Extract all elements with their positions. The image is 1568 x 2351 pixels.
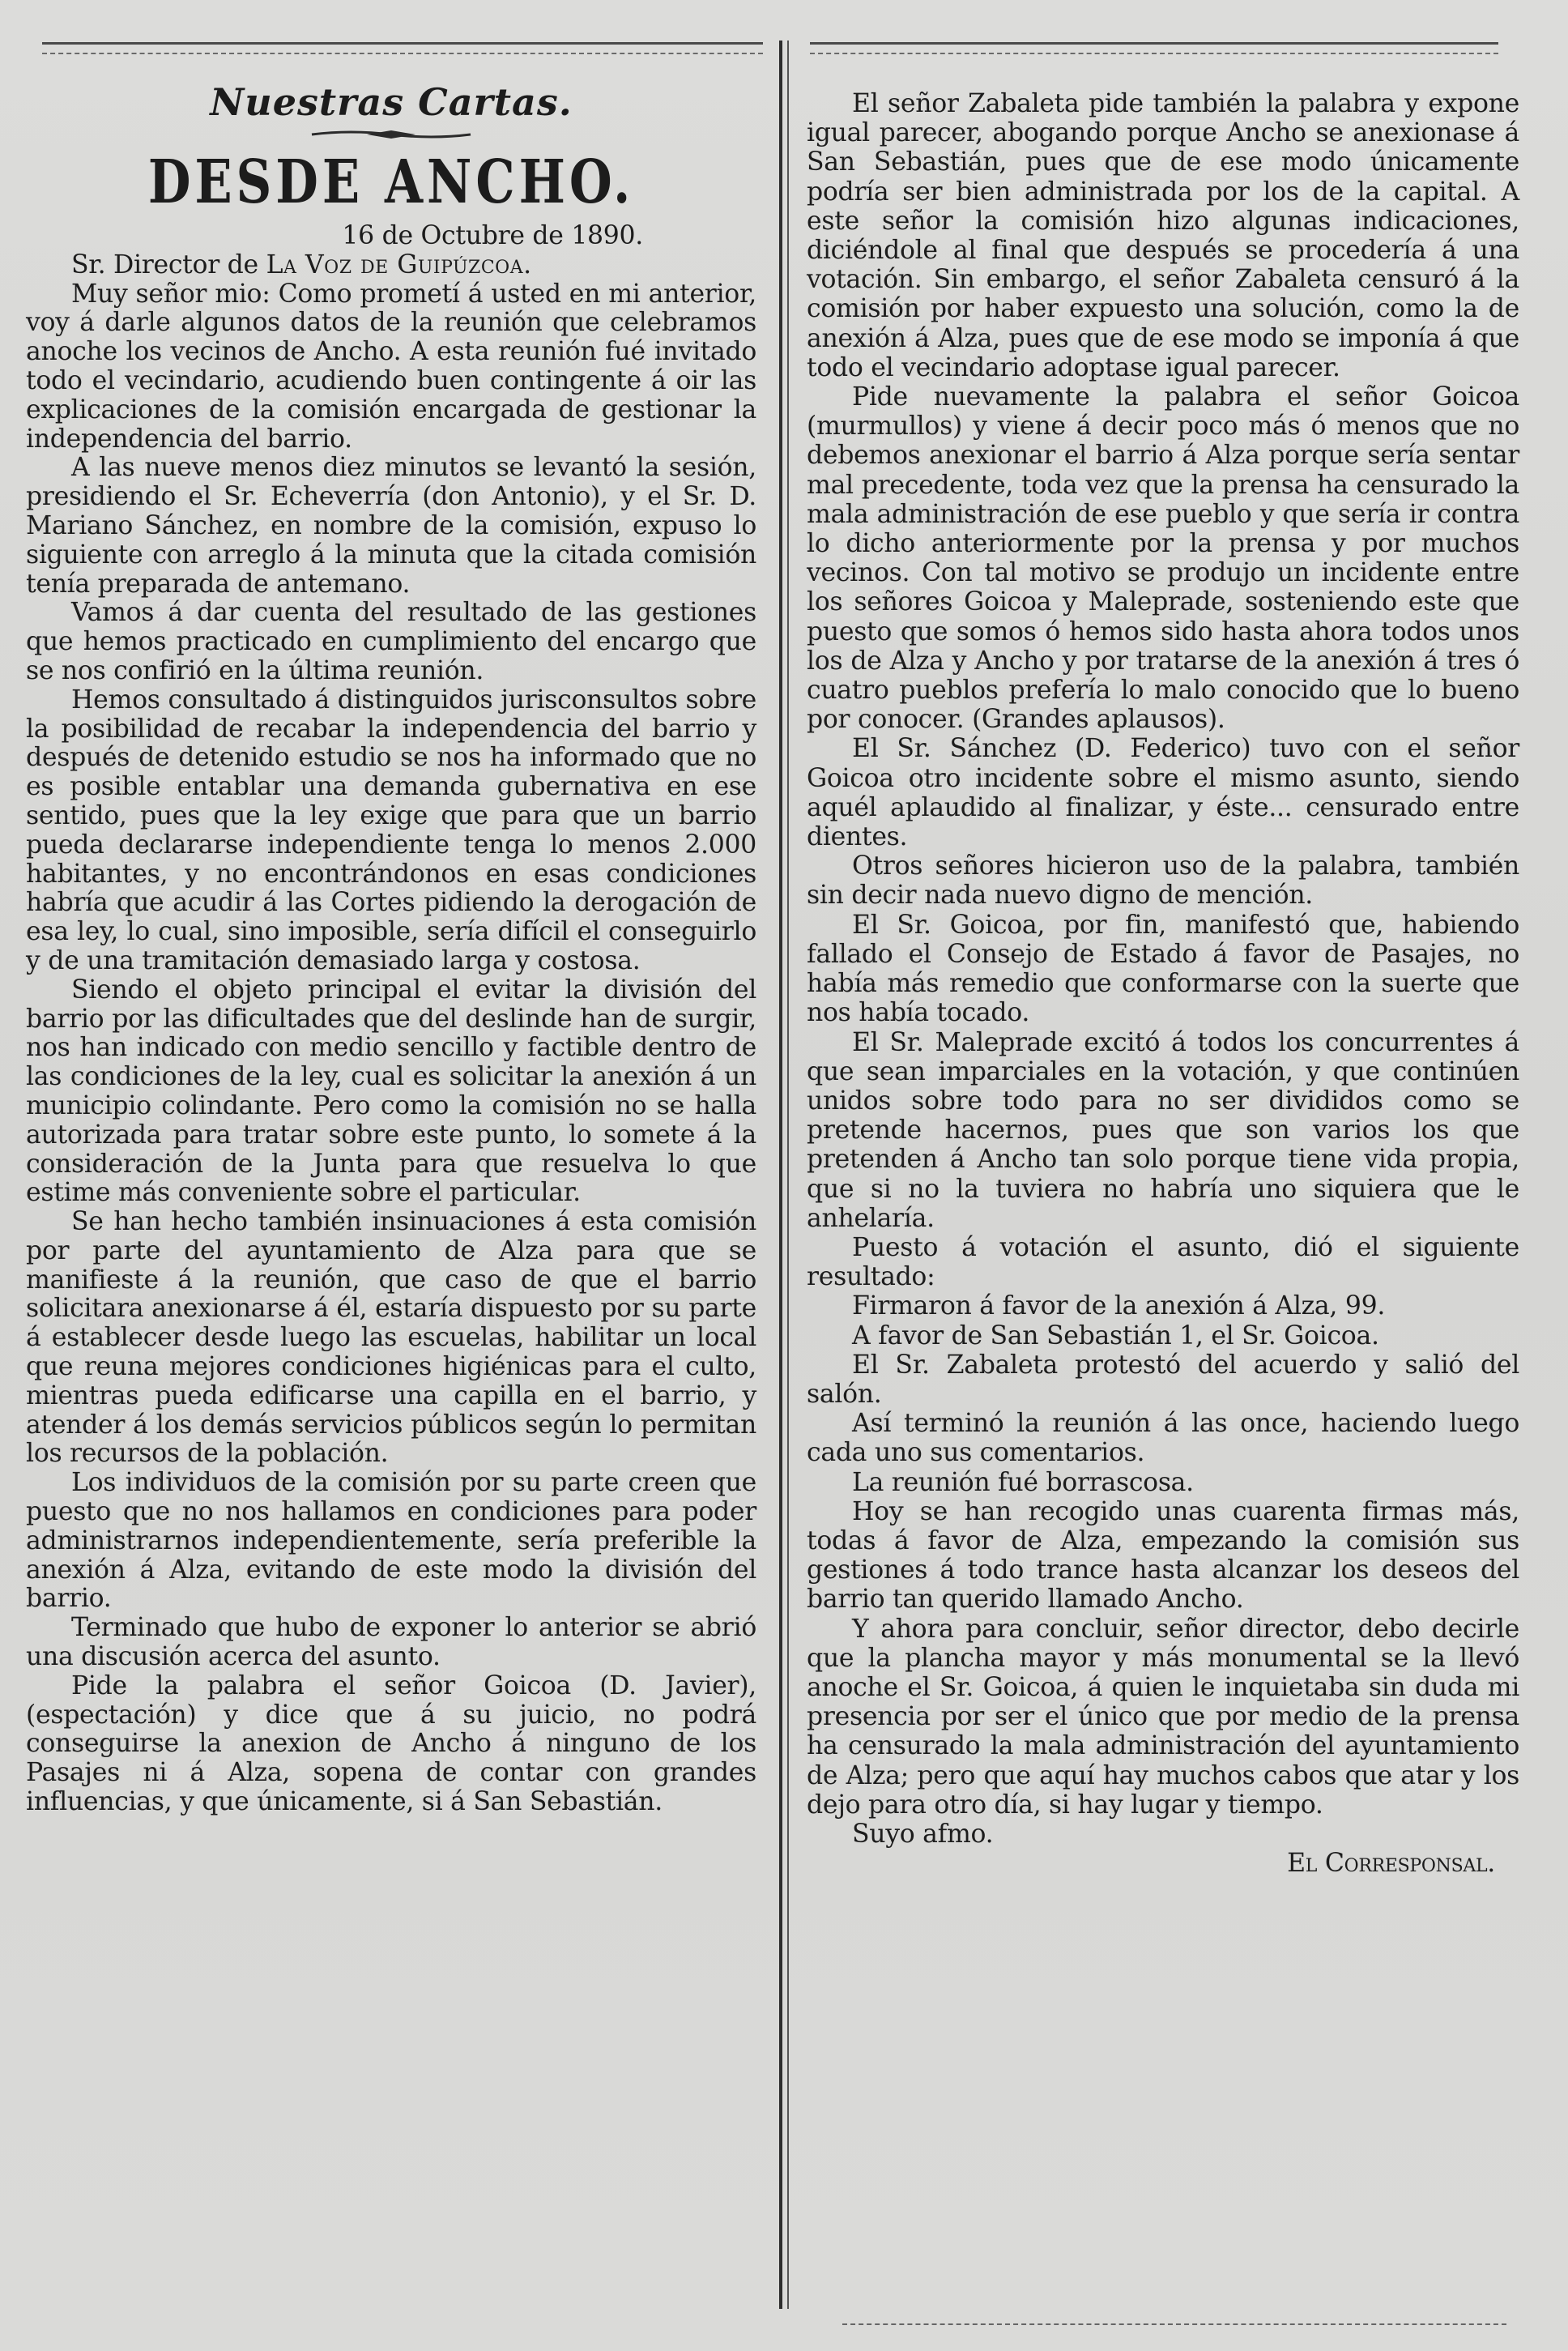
newspaper-name: La Voz de Guipúzcoa.	[266, 250, 532, 279]
left-column	[26, 78, 756, 1817]
paragraph: A las nueve menos diez minutos se levantó la sesión, presidiendo el Sr. Echeverría (don Antonio), y el Sr. D. Mariano Sánchez, en nombre de la comisión, expuso lo siguiente con arreglo á la minuta que la citada comisión tenía preparada de antemano.	[26, 453, 756, 599]
paragraph: Así terminó la reunión á las once, haciendo luego cada uno sus comentarios.	[807, 1409, 1519, 1468]
top-rule-right	[810, 42, 1498, 54]
paragraph: Siendo el objeto principal el evitar la división del barrio por las dificultades que del deslinde han de surgir, nos han indicado con medio sencillo y factible dentro de las condiciones de la ley, cual es solicitar la anexión á un municipio colindante. Pero como la comisión no se halla autorizada para tratar sobre este punto, lo somete á la consideración de la Junta para que resuelva lo que estime más conveniente sobre el particular.	[26, 975, 756, 1208]
paragraph: Vamos á dar cuenta del resultado de las gestiones que hemos practicado en cumplimiento del encargo que se nos confirió en la última reunión.	[26, 598, 756, 685]
paragraph: Pide nuevamente la palabra el señor Goicoa (murmullos) y viene á decir poco más ó menos que no debemos anexionar el barrio á Alza porque sería sentar mal precedente, toda vez que la prensa ha censurado la mala administración de ese pueblo y que sería ir contra lo dicho anteriormente por la prensa y por muchos vecinos. Con tal motivo se produjo un incidente entre los señores Goicoa y Maleprade, sosteniendo este que puesto que somos ó hemos sido hasta ahora todos unos los de Alza y Ancho y por tratarse de la anexión á tres ó cuatro pueblos prefería lo malo conocido que lo bueno por conocer. (Grandes aplausos).	[807, 382, 1519, 735]
salutation	[26, 251, 756, 280]
headline: DESDE ANCHO.	[147, 147, 635, 217]
paragraph: El Sr. Maleprade excitó á todos los concurrentes á que sean imparciales en la votación, y que continúen unidos sobre todo para no ser divididos como se pretende hacernos, pues que son varios los que pretenden á Ancho tan solo porque tiene vida propia, que si no la tuviera no habría uno siquiera que le anhelaría.	[807, 1027, 1519, 1233]
paragraph: Los individuos de la comisión por su parte creen que puesto que no nos hallamos en condiciones para poder administrarnos independientemente, sería preferible la anexión á Alza, evitando de este modo la división del barrio.	[26, 1468, 756, 1614]
left-paragraphs	[26, 280, 756, 1817]
paragraph: La reunión fué borrascosa.	[852, 1467, 1194, 1497]
paragraph: Suyo afmo.	[852, 1819, 994, 1849]
section-title: Nuestras Cartas.	[210, 80, 573, 124]
paragraph: Se han hecho también insinuaciones á esta comisión por parte del ayuntamiento de Alza para que se manifieste á la reunión, que caso de que el barrio solicitara anexionarse á él, estaría dispuesto por su parte á establecer desde luego las escuelas, habilitar un local que reuna mejores condiciones higiénicas para el culto, mientras pueda edificarse una capilla en el barrio, y atender á los demás servicios públicos según lo permitan los recursos de la población.	[26, 1207, 756, 1469]
paragraph: Terminado que hubo de exponer lo anterior se abrió una discusión acerca del asunto.	[26, 1613, 756, 1672]
paragraph: Hoy se han recogido unas cuarenta firmas más, todas á favor de Alza, empezando la comisión sus gestiones á todo trance hasta alcanzar los deseos del barrio tan querido llamado Ancho.	[807, 1496, 1519, 1615]
paragraph: Otros señores hicieron uso de la palabra, también sin decir nada nuevo digno de mención.	[807, 851, 1519, 911]
paragraph: El Sr. Sánchez (D. Federico) tuvo con el señor Goicoa otro incidente sobre el mismo asunto, siendo aquél aplaudido al finalizar, y éste... censurado entre dientes.	[807, 734, 1519, 852]
top-rule-left	[42, 42, 763, 54]
right-column	[807, 89, 1519, 1878]
paragraph: Firmaron á favor de la anexión á Alza, 99.	[852, 1291, 1386, 1321]
paragraph: A favor de San Sebastián 1, el Sr. Goicoa.	[852, 1321, 1379, 1350]
signature: El Corresponsal.	[1287, 1849, 1495, 1879]
salutation-prefix: Sr. Director de	[71, 250, 266, 279]
paragraph: Puesto á votación el asunto, dió el siguiente resultado:	[807, 1232, 1519, 1292]
flourish-ornament	[310, 128, 472, 141]
paragraph: El Sr. Zabaleta protestó del acuerdo y salió del salón.	[807, 1350, 1519, 1409]
paragraph: Muy señor mio: Como prometí á usted en mi anterior, voy á darle algunos datos de la reunión que celebramos anoche los vecinos de Ancho. A esta reunión fué invitado todo el vecindario, acudiendo buen contingente á oir las explicaciones de la comisión encargada de gestionar la independencia del barrio.	[26, 279, 756, 454]
bottom-rule	[842, 2323, 1506, 2332]
paragraph: Hemos consultado á distinguidos jurisconsultos sobre la posibilidad de recabar la independencia del barrio y después de detenido estudio se nos ha informado que no es posible entablar una demanda gubernativa en ese sentido, pues que la ley exige que para que un barrio pueda declararse independiente tenga lo menos 2.000 habitantes, y no encontrándonos en esas condiciones habría que acudir á las Cortes pidiendo la derogación de esa ley, lo cual, sino imposible, sería difícil el conseguirlo y de una tramitación demasiado larga y costosa.	[26, 685, 756, 975]
right-paragraphs	[807, 89, 1519, 1849]
column-divider-thin	[787, 41, 789, 2309]
dateline: 16 de Octubre de 1890.	[342, 221, 643, 250]
column-divider	[779, 41, 782, 2309]
paragraph: El señor Zabaleta pide también la palabra y expone igual parecer, abogando porque Ancho se anexionase á San Sebastián, pues que de ese modo únicamente podría ser bien administrada por los de la capital. A este señor la comisión hizo algunas indicaciones, diciéndole al final que después se procedería á una votación. Sin embargo, el señor Zabaleta censuró á la comisión por haber expuesto una solución, como la de anexión á Alza, pues que de ese modo se imponía á que todo el vecindario adoptase igual parecer.	[807, 89, 1519, 382]
paragraph: El Sr. Goicoa, por fin, manifestó que, habiendo fallado el Consejo de Estado á favor de Pasajes, no había más remedio que conformarse con la suerte que nos había tocado.	[807, 910, 1519, 1028]
paragraph: Pide la palabra el señor Goicoa (D. Javier), (espectación) y dice que á su juicio, no podrá conseguirse la anexion de Ancho á ninguno de los Pasajes ni á Alza, sopena de contar con grandes influencias, y que únicamente, si á San Sebastián.	[26, 1670, 756, 1817]
paragraph: Y ahora para concluir, señor director, debo decirle que la plancha mayor y más monumental se la llevó anoche el Sr. Goicoa, á quien le inquietaba sin duda mi presencia por ser el único que por medio de la prensa ha censurado la mala administración del ayuntamiento de Alza; pero que aquí hay muchos cabos que atar y los dejo para otro día, si hay lugar y tiempo.	[807, 1614, 1519, 1820]
